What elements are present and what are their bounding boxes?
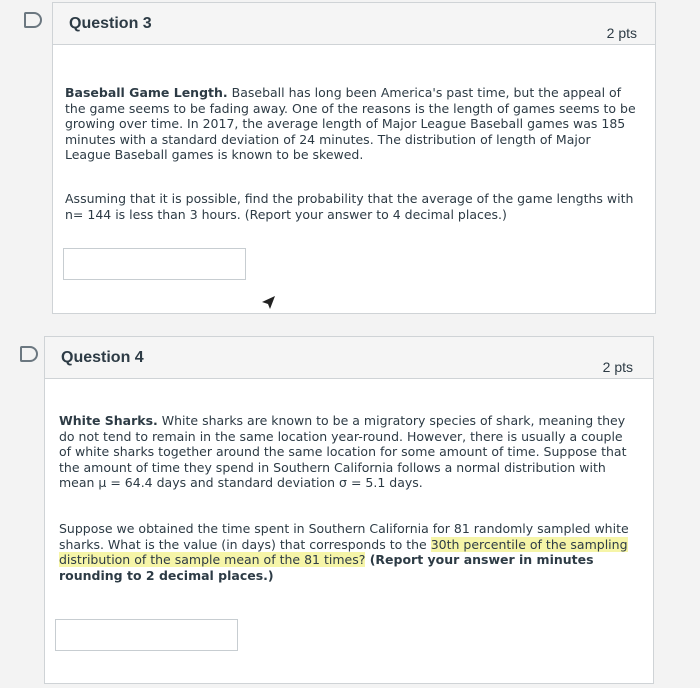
question-3-title: Question 3 [69,15,152,32]
question-3-text-1: Baseball has long been America's past time, but the appeal of the game seems to be fading away. One of the reasons is the length of games seems to be growing over time. In 2017, the average length of Major League Baseball games was 185 minutes with a standard deviation of 24 minutes. The distribution of length of Major League Baseball games is known to be skewed. [65,85,636,162]
question-4-highlighted-text: 30th percentile of the sampling distribution of the sample mean of the 81 times? [59,536,628,567]
question-4-text-2: Suppose we obtained the time spent in Southern California for 81 randomly sampled white sharks. What is the value (in days) that corresponds to the [59,521,629,552]
question-4-card [44,336,654,684]
question-4-topic: White Sharks. [59,413,158,428]
flag-icon[interactable] [24,12,42,28]
question-3-header [53,3,655,45]
flag-icon[interactable] [20,346,38,362]
question-4-text-1: White sharks are known to be a migratory species of shark, meaning they do not tend to remain in the same location year-round. However, there is usually a couple of white sharks together around the same location for some amount of time. Suppose that the amount of time they spend in Southern California follows a normal distribution with mean μ = 64.4 days and standard deviation σ = 5.1 days. [59,413,627,490]
question-4-paragraph-1 [59,413,629,491]
question-4-header [45,337,653,379]
question-4-instruction: (Report your answer in minutes rounding to 2 decimal places.) [59,552,594,583]
question-4-points: 2 pts [602,359,633,375]
question-3-answer-field[interactable] [63,248,246,280]
question-4-paragraph-2 [59,521,629,583]
question-4-answer-field[interactable] [55,619,238,651]
question-3-points: 2 pts [606,25,637,41]
question-3-paragraph-1 [65,85,637,163]
question-3-card [52,2,656,314]
question-3-topic: Baseball Game Length. [65,85,228,100]
question-4-title: Question 4 [61,349,144,366]
mouse-cursor-icon [262,296,276,310]
question-3-paragraph-2: Assuming that it is possible, find the probability that the average of the game lengths with n= 144 is less than 3 hours. (Report your answer to 4 decimal places.) [65,191,634,222]
